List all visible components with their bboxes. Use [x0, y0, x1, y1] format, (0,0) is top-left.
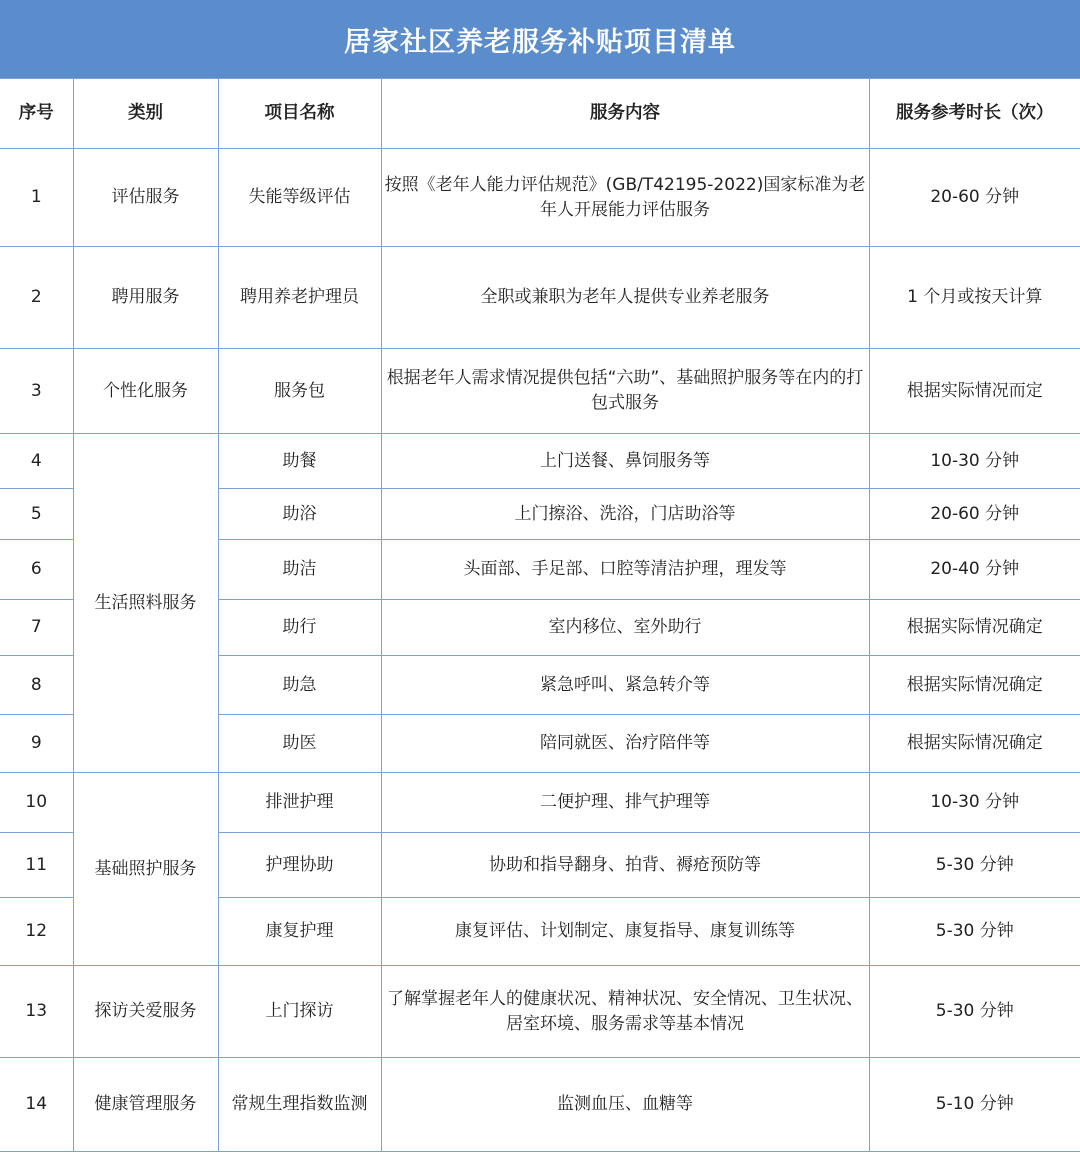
table-row	[0, 966, 1080, 1058]
table-title: 居家社区养老服务补贴项目清单	[0, 0, 1080, 78]
service-subsidy-table	[0, 78, 1080, 1152]
row-no: 12	[0, 898, 73, 966]
item-name: 助餐	[218, 434, 381, 489]
item-name: 聘用养老护理员	[218, 247, 381, 349]
row-no: 5	[0, 489, 73, 540]
category-cell: 评估服务	[73, 149, 218, 247]
item-name: 助浴	[218, 489, 381, 540]
item-name: 护理协助	[218, 833, 381, 898]
table-row	[0, 1058, 1080, 1152]
category-cell: 探访关爱服务	[73, 966, 218, 1058]
item-name: 服务包	[218, 349, 381, 434]
header-no: 序号	[0, 79, 73, 149]
row-no: 13	[0, 966, 73, 1058]
item-name: 助急	[218, 656, 381, 715]
duration: 根据实际情况确定	[869, 715, 1080, 773]
row-no: 2	[0, 247, 73, 349]
table-row	[0, 247, 1080, 349]
table-row	[0, 149, 1080, 247]
duration: 5-10 分钟	[869, 1058, 1080, 1152]
service-content: 监测血压、血糖等	[381, 1058, 869, 1152]
category-cell: 聘用服务	[73, 247, 218, 349]
category-cell: 基础照护服务	[73, 773, 218, 966]
service-content: 全职或兼职为老年人提供专业养老服务	[381, 247, 869, 349]
duration: 5-30 分钟	[869, 898, 1080, 966]
table-row	[0, 434, 1080, 489]
duration: 5-30 分钟	[869, 966, 1080, 1058]
service-content: 紧急呼叫、紧急转介等	[381, 656, 869, 715]
item-name: 上门探访	[218, 966, 381, 1058]
duration: 20-60 分钟	[869, 489, 1080, 540]
header-row	[0, 79, 1080, 149]
service-content: 协助和指导翻身、拍背、褥疮预防等	[381, 833, 869, 898]
header-category: 类别	[73, 79, 218, 149]
duration: 1 个月或按天计算	[869, 247, 1080, 349]
duration: 20-60 分钟	[869, 149, 1080, 247]
category-cell: 健康管理服务	[73, 1058, 218, 1152]
table-row	[0, 349, 1080, 434]
row-no: 14	[0, 1058, 73, 1152]
item-name: 常规生理指数监测	[218, 1058, 381, 1152]
item-name: 助行	[218, 600, 381, 656]
duration: 根据实际情况确定	[869, 656, 1080, 715]
item-name: 排泄护理	[218, 773, 381, 833]
item-name: 康复护理	[218, 898, 381, 966]
item-name: 助医	[218, 715, 381, 773]
duration: 10-30 分钟	[869, 434, 1080, 489]
service-content: 陪同就医、治疗陪伴等	[381, 715, 869, 773]
duration: 5-30 分钟	[869, 833, 1080, 898]
header-item-name: 项目名称	[218, 79, 381, 149]
service-content: 上门擦浴、洗浴，门店助浴等	[381, 489, 869, 540]
row-no: 9	[0, 715, 73, 773]
row-no: 7	[0, 600, 73, 656]
item-name: 失能等级评估	[218, 149, 381, 247]
table-row	[0, 773, 1080, 833]
row-no: 4	[0, 434, 73, 489]
row-no: 11	[0, 833, 73, 898]
category-cell: 个性化服务	[73, 349, 218, 434]
row-no: 6	[0, 540, 73, 600]
row-no: 3	[0, 349, 73, 434]
service-content: 头面部、手足部、口腔等清洁护理，理发等	[381, 540, 869, 600]
service-content: 上门送餐、鼻饲服务等	[381, 434, 869, 489]
duration: 根据实际情况而定	[869, 349, 1080, 434]
service-content: 了解掌握老年人的健康状况、精神状况、安全情况、卫生状况、居室环境、服务需求等基本情况	[381, 966, 869, 1058]
service-content: 室内移位、室外助行	[381, 600, 869, 656]
duration: 20-40 分钟	[869, 540, 1080, 600]
duration: 根据实际情况确定	[869, 600, 1080, 656]
row-no: 1	[0, 149, 73, 247]
duration: 10-30 分钟	[869, 773, 1080, 833]
category-cell: 生活照料服务	[73, 434, 218, 773]
row-no: 8	[0, 656, 73, 715]
service-content: 按照《老年人能力评估规范》(GB/T42195-2022)国家标准为老年人开展能力评估服务	[381, 149, 869, 247]
row-no: 10	[0, 773, 73, 833]
service-content: 康复评估、计划制定、康复指导、康复训练等	[381, 898, 869, 966]
header-content: 服务内容	[381, 79, 869, 149]
service-content: 根据老年人需求情况提供包括“六助”、基础照护服务等在内的打包式服务	[381, 349, 869, 434]
service-content: 二便护理、排气护理等	[381, 773, 869, 833]
header-duration: 服务参考时长（次）	[869, 79, 1080, 149]
item-name: 助洁	[218, 540, 381, 600]
